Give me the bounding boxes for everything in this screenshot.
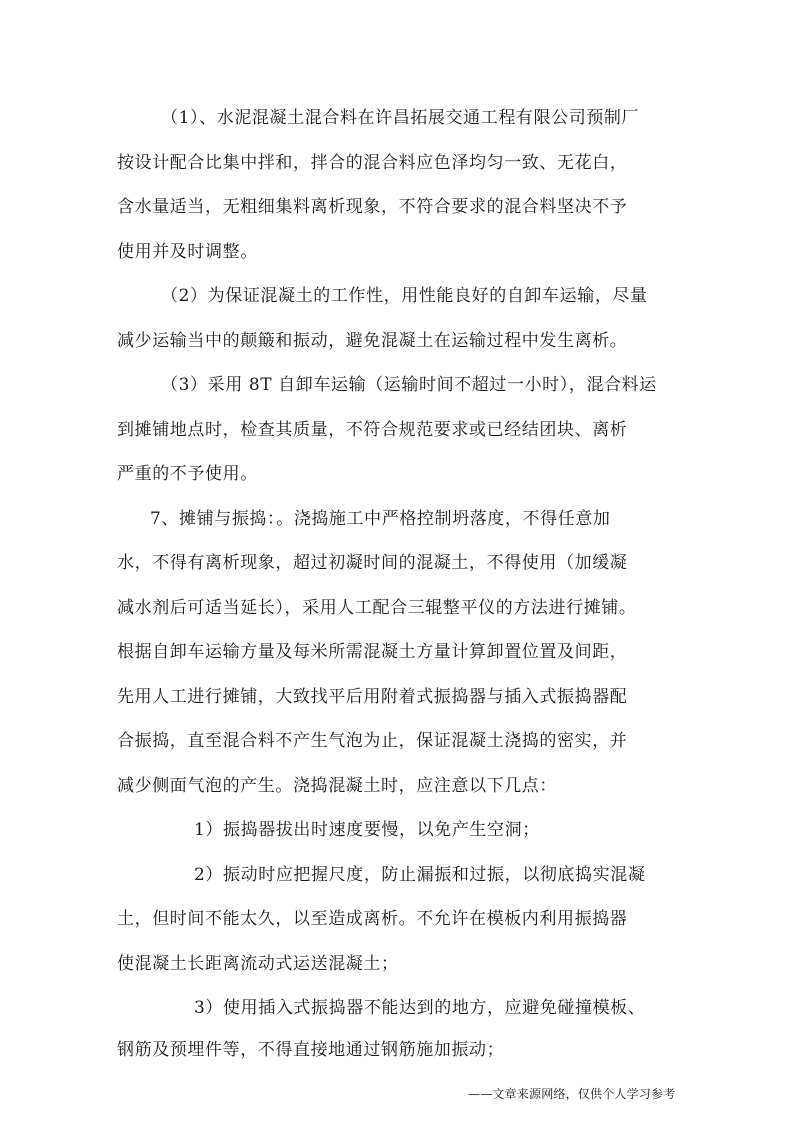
paragraph-1-line-2: 按设计配合比集中拌和，拌合的混合料应色泽均匀一致、无花白， (117, 153, 628, 173)
section-7-line-3: 减水剂后可适当延长），采用人工配合三辊整平仪的方法进行摊铺。 (117, 598, 637, 618)
paragraph-1-line-1: （1）、水泥混凝土混合料在许昌拓展交通工程有限公司预制厂 (161, 108, 640, 128)
section-7-line-5: 先用人工进行摊铺，大致找平后用附着式振捣器与插入式振捣器配 (117, 687, 628, 707)
paragraph-3-line-1: （3）采用 8T 自卸车运输（运输时间不超过一小时），混合料运 (161, 375, 657, 395)
item-3-line-2: 钢筋及预埋件等，不得直接地通过钢筋施加振动； (117, 1040, 505, 1060)
section-7-line-1: 7、摊铺与振捣：。浇捣施工中严格控制坍落度，不得任意加 (150, 509, 611, 529)
item-2-line-2: 土，但时间不能太久，以至造成离析。不允许在模板内利用振捣器 (117, 909, 628, 929)
footer-source-note: ——文章来源网络，仅供个人学习参考 (468, 1087, 676, 1101)
item-2-line-1: 2）振动时应把握尺度，防止漏振和过振，以彻底捣实混凝 (194, 865, 646, 885)
item-2-line-3: 使混凝土长距离流动式运送混凝土； (117, 954, 399, 974)
paragraph-3-line-3: 严重的不予使用。 (117, 464, 258, 484)
paragraph-2-line-2: 减少运输当中的颠簸和振动，避免混凝土在运输过程中发生离析。 (117, 331, 628, 351)
item-3-line-1: 3）使用插入式振捣器不能达到的地方，应避免碰撞模板、 (194, 998, 646, 1018)
paragraph-1-line-4: 使用并及时调整。 (117, 242, 258, 262)
section-7-line-6: 合振捣，直至混合料不产生气泡为止，保证混凝土浇捣的密实，并 (117, 731, 628, 751)
paragraph-1-line-3: 含水量适当，无粗细集料离析现象，不符合要求的混合料坚决不予 (117, 197, 628, 217)
paragraph-2-line-1: （2）为保证混凝土的工作性，用性能良好的自卸车运输，尽量 (161, 286, 648, 306)
item-1-line-1: 1）振捣器拔出时速度要慢，以免产生空洞； (194, 820, 540, 840)
section-7-line-2: 水，不得有离析现象，超过初凝时间的混凝土，不得使用（加缓凝 (117, 553, 628, 573)
section-7-line-4: 根据自卸车运输方量及每米所需混凝土方量计算卸置位置及间距， (117, 642, 628, 662)
paragraph-3-line-2: 到摊铺地点时，检查其质量，不符合规范要求或已经结团块、离析 (117, 420, 628, 440)
section-7-line-7: 减少侧面气泡的产生。浇捣混凝土时，应注意以下几点： (117, 776, 557, 796)
